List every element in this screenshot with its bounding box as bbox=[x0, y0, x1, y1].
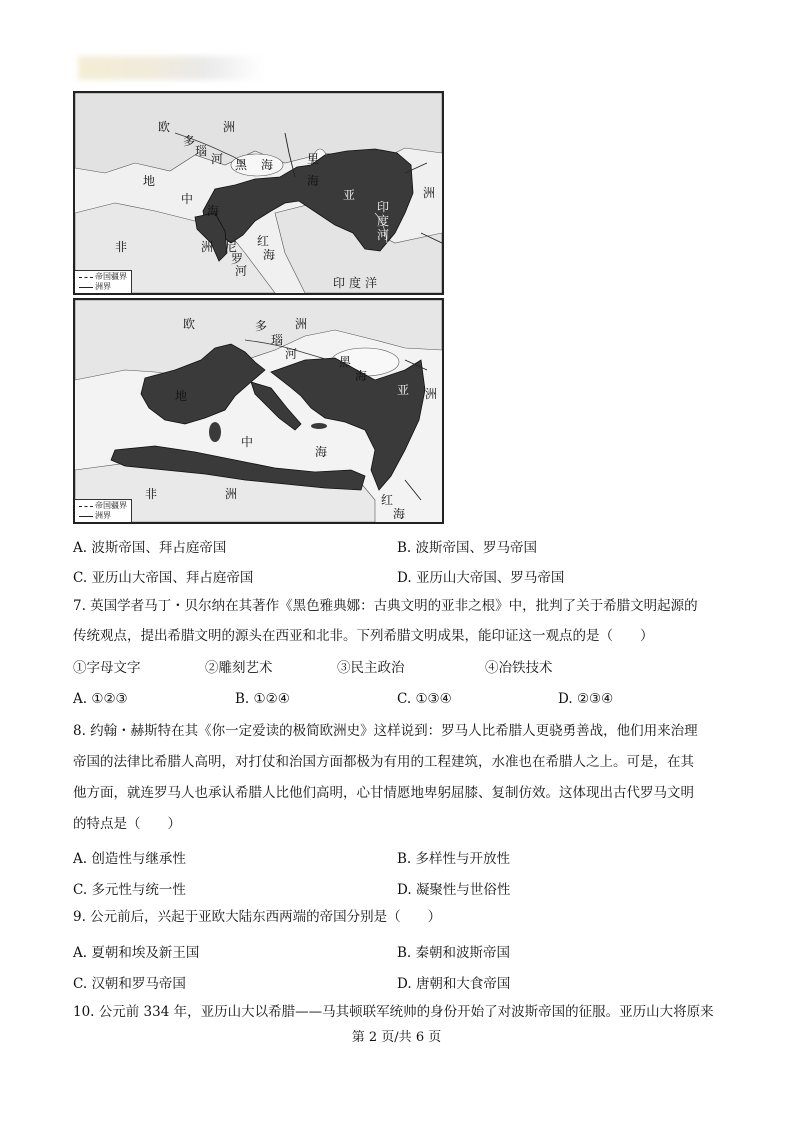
q9-option-b-text: 秦朝和波斯帝国 bbox=[415, 945, 511, 961]
map1-label-1: 洲 bbox=[223, 120, 236, 134]
q10-line: 10. 公元前 334 年，亚历山大以希腊——马其顿联军统帅的身份开始了对波斯帝国的征服。亚历山大将原来 bbox=[73, 1004, 714, 1020]
map1-label-14: 印 bbox=[377, 200, 390, 214]
map1-label-24: 印 bbox=[333, 276, 346, 290]
q8-option-a-text: 创造性与继承性 bbox=[91, 851, 186, 867]
q7-option-c[interactable] bbox=[397, 691, 452, 707]
q9-option-d-letter: D. bbox=[397, 976, 412, 992]
q9-option-c[interactable] bbox=[73, 972, 186, 992]
q9-option-c-text: 汉朝和罗马帝国 bbox=[91, 976, 186, 992]
map2-legend-continent: 洲界 bbox=[95, 511, 111, 520]
map2-label-15: 海 bbox=[393, 507, 406, 521]
q6-option-d-letter: D. bbox=[397, 570, 412, 586]
q7-line-1: 7. 英国学者马丁・贝尔纳在其著作《黑色雅典娜：古典文明的亚非之根》中，批判了关于希腊文明起源的 bbox=[73, 598, 698, 614]
map2-label-5: 黑 bbox=[339, 355, 352, 369]
map2-label-3: 瑙 bbox=[271, 333, 284, 347]
q7-option-b[interactable] bbox=[235, 691, 290, 707]
q8-option-d[interactable] bbox=[397, 878, 510, 898]
q7-option-c-letter: C. bbox=[397, 691, 412, 707]
q7-option-d-text: ②③④ bbox=[576, 691, 614, 707]
map2-label-14: 红 bbox=[381, 493, 394, 507]
q6-option-c-letter: C. bbox=[73, 570, 88, 586]
map1-label-26: 洋 bbox=[365, 276, 378, 290]
map1-label-22: 罗 bbox=[231, 252, 244, 266]
q7-item-2: ②雕刻艺术 bbox=[205, 660, 273, 676]
q8-option-a[interactable] bbox=[73, 847, 186, 867]
map1-label-20: 海 bbox=[263, 248, 276, 262]
map1-label-23: 河 bbox=[235, 264, 248, 278]
q9-option-a-letter: A. bbox=[73, 945, 88, 961]
map1-label-0: 欧 bbox=[158, 120, 171, 134]
q8-line-4: 的特点是（ ） bbox=[73, 816, 181, 832]
q9-option-a-text: 夏朝和埃及新王国 bbox=[91, 945, 200, 961]
q8-line-2: 帝国的法律比希腊人高明，对打仗和治国方面都极为有用的工程建筑，水准也在希腊人之上。可是，在其 bbox=[73, 754, 694, 770]
q6-option-c[interactable] bbox=[73, 566, 253, 586]
q7-option-a[interactable] bbox=[73, 691, 128, 707]
q8-option-d-letter: D. bbox=[397, 882, 412, 898]
q6-option-d[interactable] bbox=[397, 566, 564, 586]
q8-option-a-letter: A. bbox=[73, 851, 88, 867]
map2-label-8: 洲 bbox=[425, 387, 438, 401]
q7-option-a-letter: A. bbox=[73, 691, 88, 707]
map2-label-7: 亚 bbox=[397, 383, 410, 397]
q8-option-b[interactable] bbox=[397, 847, 510, 867]
q6-option-b-letter: B. bbox=[397, 540, 412, 556]
map1-label-25: 度 bbox=[349, 276, 362, 290]
q9-option-c-letter: C. bbox=[73, 976, 88, 992]
map2-label-12: 非 bbox=[145, 487, 158, 501]
map2-legend-empire: 帝国疆界 bbox=[95, 501, 127, 510]
map1-label-16: 河 bbox=[377, 228, 390, 242]
map1-label-19: 红 bbox=[257, 234, 270, 248]
q6-option-c-text: 亚历山大帝国、拜占庭帝国 bbox=[91, 570, 254, 586]
q6-option-b-text: 波斯帝国、罗马帝国 bbox=[415, 540, 538, 556]
q9-option-d[interactable] bbox=[397, 972, 510, 992]
map2-label-10: 中 bbox=[241, 435, 254, 449]
map1-label-9: 地 bbox=[143, 174, 156, 188]
q8-option-b-letter: B. bbox=[397, 851, 412, 867]
map2-label-2: 多 bbox=[255, 319, 268, 333]
q7-option-d[interactable] bbox=[558, 691, 613, 707]
map1-label-21: 尼 bbox=[225, 240, 238, 254]
q6-option-a-text: 波斯帝国、拜占庭帝国 bbox=[91, 540, 227, 556]
map1-legend-empire: 帝国疆界 bbox=[95, 272, 127, 281]
q7-option-c-text: ①③④ bbox=[415, 691, 452, 707]
q7-item-3: ③民主政治 bbox=[337, 660, 405, 676]
page-number: 第 2 页/共 6 页 bbox=[351, 1030, 442, 1045]
map1-label-10: 中 bbox=[181, 192, 194, 206]
map1-label-3: 瑙 bbox=[195, 144, 208, 158]
q8-line-3: 他方面，就连罗马人也承认希腊人比他们高明，心甘情愿地卑躬屈膝、复制仿效。这体现出古代罗马文明 bbox=[73, 785, 694, 801]
map1-label-17: 非 bbox=[115, 240, 128, 254]
map1-label-8: 海 bbox=[307, 174, 320, 188]
map1-legend-continent: 洲界 bbox=[95, 282, 111, 291]
map2-label-4: 河 bbox=[285, 347, 298, 361]
map1-label-11: 海 bbox=[207, 204, 220, 218]
q6-option-b[interactable] bbox=[397, 536, 537, 556]
map2-label-6: 海 bbox=[355, 369, 368, 383]
map1-label-2: 多 bbox=[183, 134, 196, 148]
q8-option-c[interactable] bbox=[73, 878, 186, 898]
map1-label-13: 洲 bbox=[423, 186, 436, 200]
q6-option-d-text: 亚历山大帝国、罗马帝国 bbox=[415, 570, 565, 586]
map1-label-15: 度 bbox=[377, 214, 390, 228]
q6-option-a[interactable] bbox=[73, 536, 226, 556]
map2-label-9: 地 bbox=[175, 389, 188, 403]
scan-smudge bbox=[78, 56, 263, 80]
q9-line: 9. 公元前后，兴起于亚欧大陆东西两端的帝国分别是（ ） bbox=[73, 909, 442, 925]
map2-label-1: 洲 bbox=[295, 317, 308, 331]
map2-label-13: 洲 bbox=[225, 487, 238, 501]
q7-option-d-letter: D. bbox=[558, 691, 573, 707]
map1-label-4: 河 bbox=[211, 152, 224, 166]
map1-label-5: 黑 bbox=[235, 158, 248, 172]
q8-line-1: 8. 约翰・赫斯特在其《你一定爱读的极简欧洲史》这样说到：罗马人比希腊人更骁勇善战，他们用来治理 bbox=[73, 723, 698, 739]
q7-line-2: 传统观点，提出希腊文明的源头在西亚和北非。下列希腊文明成果，能印证这一观点的是（ ） bbox=[73, 628, 654, 644]
map1-label-6: 海 bbox=[261, 158, 274, 172]
map1-label-12: 亚 bbox=[343, 188, 356, 202]
q6-option-a-letter: A. bbox=[73, 540, 88, 556]
q7-item-4: ④冶铁技术 bbox=[485, 660, 553, 676]
q7-item-1: ①字母文字 bbox=[73, 660, 141, 676]
map-alexander-empire bbox=[73, 91, 444, 295]
q7-option-b-text: ①②④ bbox=[253, 691, 290, 707]
q8-option-c-text: 多元性与统一性 bbox=[91, 882, 186, 898]
q9-option-d-text: 唐朝和大食帝国 bbox=[415, 976, 511, 992]
q9-option-a[interactable] bbox=[73, 941, 199, 961]
q8-option-b-text: 多样性与开放性 bbox=[415, 851, 511, 867]
map1-label-7: 里 bbox=[307, 152, 320, 166]
q8-option-d-text: 凝聚性与世俗性 bbox=[415, 882, 511, 898]
map2-label-11: 海 bbox=[315, 445, 328, 459]
q9-option-b[interactable] bbox=[397, 941, 510, 961]
map1-label-18: 洲 bbox=[201, 240, 214, 254]
map2-label-0: 欧 bbox=[183, 317, 196, 331]
q7-option-a-text: ①②③ bbox=[91, 691, 128, 707]
q7-option-b-letter: B. bbox=[235, 691, 250, 707]
map1-legend bbox=[75, 270, 132, 293]
map2-legend bbox=[75, 499, 132, 522]
q8-option-c-letter: C. bbox=[73, 882, 88, 898]
q9-option-b-letter: B. bbox=[397, 945, 412, 961]
map-roman-empire bbox=[73, 298, 444, 524]
